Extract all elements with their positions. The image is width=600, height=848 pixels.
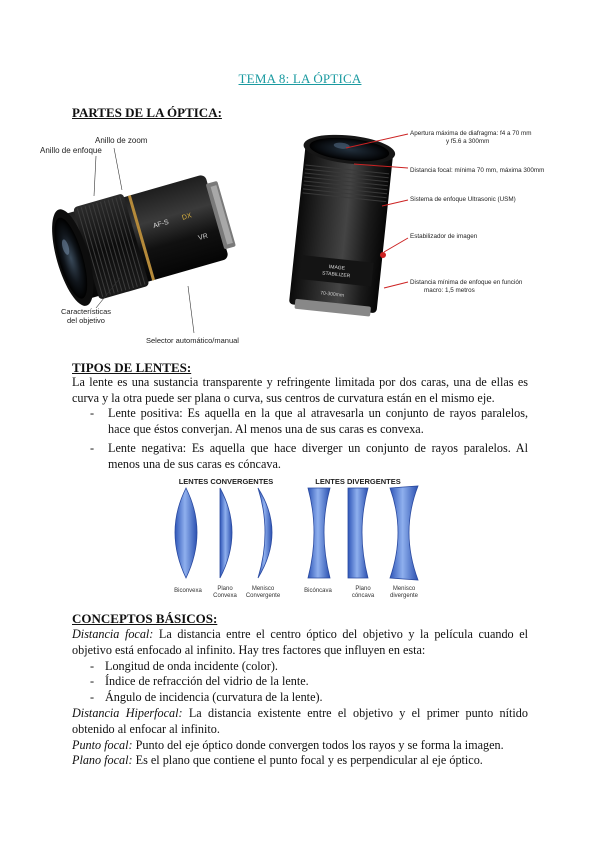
label-selector: Selector automático/manual <box>146 336 239 345</box>
label-sistema-enfoque: Sistema de enfoque Ultrasonic (USM) <box>410 196 516 203</box>
lens2-text-2: STABILIZER <box>321 270 351 280</box>
lens-plano-convexa <box>220 488 232 578</box>
tipos-intro: La lente es una sustancia transparente y refringente limitada por dos caras, una de ellas es curva y la otra puede ser plana o curva, sus centros de curvatura están en el mismo eje. <box>72 375 528 405</box>
section-heading-conceptos: CONCEPTOS BÁSICOS: <box>72 611 218 626</box>
list-item: - Ángulo de incidencia (curvatura de la lente). <box>90 690 323 704</box>
label-distancia-focal: Distancia focal: mínima 70 mm, máxima 300mm <box>410 167 545 174</box>
lens-menisco-divergente <box>390 486 418 580</box>
list-item: - Lente positiva: Es aquella en la que al atravesarla un conjunto de rayos paralelos, hace que éstos converjan. Al menos una de sus caras es convexa. <box>90 406 528 436</box>
lens-dx-text: DX <box>181 212 193 222</box>
concept-plano-focal: Plano focal: Es el plano que contiene el punto focal y es perpendicular al eje óptico. <box>72 753 483 767</box>
list-item: - Longitud de onda incidente (color). <box>90 659 278 673</box>
list-item: - Índice de refracción del vidrio de la lente. <box>90 674 309 688</box>
label-estabilizador: Estabilizador de imagen <box>410 233 478 240</box>
label-caracteristicas: Características del objetivo <box>60 307 111 325</box>
lens-telephoto-illustration <box>280 120 420 320</box>
lens-af-text: AF-S <box>152 218 170 231</box>
lens-vr-text: VR <box>197 232 209 243</box>
lens-biconcava <box>308 488 330 578</box>
convergentes-title: LENTES CONVERGENTES <box>178 477 274 486</box>
lens-menisco-convergente <box>258 488 272 578</box>
divergentes-title: LENTES DIVERGENTES <box>315 477 401 486</box>
label-anillo-enfoque: Anillo de enfoque <box>40 146 102 155</box>
caption-biconcava: Bicóncava <box>304 588 332 594</box>
caption-plano-convexa: Plano Convexa <box>213 586 237 599</box>
lens-biconvexa <box>175 488 197 578</box>
concept-punto-focal: Punto focal: Punto del eje óptico donde convergen todos los rayos y se forma la imagen. <box>72 738 504 752</box>
concept-distancia-focal: Distancia focal: La distancia entre el centro óptico del objetivo y la película cuando el objetivo está enfocado al infinito. Hay tres factores que influyen en esta: <box>72 627 528 657</box>
label-apertura: Apertura máxima de diafragma: f4 a 70 mm y f5.6 a 300mm <box>410 130 532 145</box>
section-heading-tipos: TIPOS DE LENTES: <box>72 360 192 375</box>
page-title: TEMA 8: LA ÓPTICA <box>238 71 362 86</box>
caption-menisco-convergente: Menisco Convergente <box>245 586 281 599</box>
lens-plano-concava <box>348 488 368 578</box>
caption-menisco-divergente: Menisco divergente <box>389 586 419 599</box>
list-item: - Lente negativa: Es aquella que hace diverger un conjunto de rayos paralelos. Al menos una de sus caras es cóncava. <box>90 441 528 471</box>
lens2-text-1: IMAGE <box>328 264 346 272</box>
section-heading-partes: PARTES DE LA ÓPTICA: <box>72 105 222 120</box>
label-anillo-zoom: Anillo de zoom <box>95 136 148 145</box>
caption-biconvexa: Biconvexa <box>174 588 202 594</box>
lens2-text-3: 70-300mm <box>319 290 345 299</box>
label-distancia-minima: Distancia mínima de enfoque en función macro: 1,5 metros <box>410 279 523 294</box>
concept-hiperfocal: Distancia Hiperfocal: La distancia existente entre el objetivo y el primer punto nítido obtenido al enfocar al infinito. <box>72 706 528 736</box>
caption-plano-concava: Plano cóncava <box>351 586 375 599</box>
